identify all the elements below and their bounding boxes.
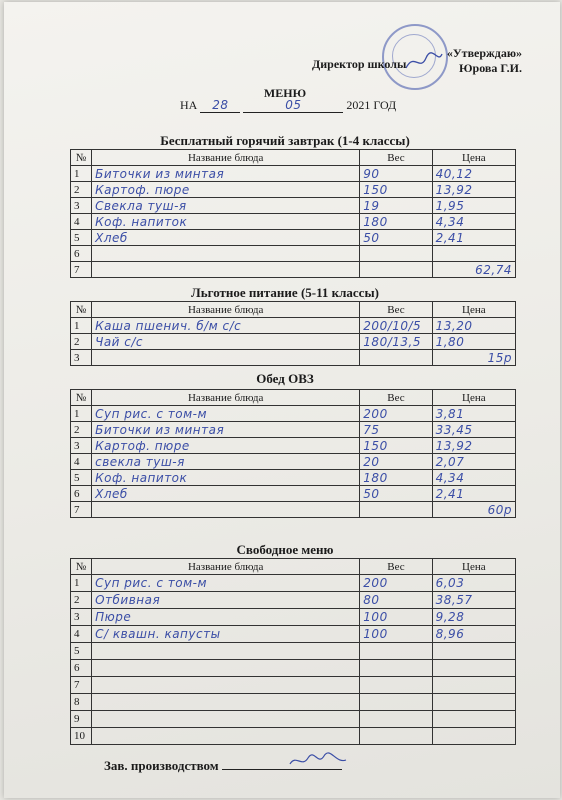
dish-name [92, 246, 360, 262]
table-row [71, 592, 516, 609]
dish-name: Каша пшенич. б/м с/с [92, 318, 360, 334]
dish-price [432, 694, 515, 711]
row-number: 7 [71, 677, 92, 694]
row-number: 10 [71, 728, 92, 745]
table-row [71, 262, 516, 278]
dish-weight: 200/10/5 [360, 318, 432, 334]
dish-name: Биточки из минтая [92, 166, 360, 182]
row-number: 6 [71, 246, 92, 262]
dish-name: Свекла туш-я [92, 198, 360, 214]
dish-name [92, 694, 360, 711]
ovz-lunch-table: № Название блюда Вес Цена 1 Суп рис. с том-м 200 3,81 2 Биточки из минтая 75 33,45 3 Картоф. пюре 150 13,92 4 свекла туш-я 20 2,07 5 Коф. напиток 180 4,34 6 Хлеб 50 2,41 7 60р [70, 389, 516, 518]
dish-price: 13,20 [432, 318, 515, 334]
dish-name: Картоф. пюре [92, 182, 360, 198]
dish-weight: 100 [360, 609, 432, 626]
row-number: 7 [71, 502, 92, 518]
dish-name [92, 677, 360, 694]
menu-document [4, 2, 560, 798]
dish-weight: 180 [360, 470, 432, 486]
dish-price: 4,34 [432, 470, 515, 486]
menu-title: МЕНЮ [263, 86, 307, 100]
approval-block [447, 46, 522, 76]
table-row [71, 694, 516, 711]
dish-weight [360, 502, 432, 518]
dish-price: 6,03 [432, 575, 515, 592]
dish-price [432, 246, 515, 262]
dish-price: 1,80 [432, 334, 515, 350]
dish-name [92, 350, 360, 366]
table-row [71, 198, 516, 214]
dish-weight: 50 [360, 486, 432, 502]
table-row [71, 182, 516, 198]
table-row [71, 246, 516, 262]
table-row [71, 486, 516, 502]
dish-weight: 90 [360, 166, 432, 182]
table-row [71, 422, 516, 438]
row-number: 2 [71, 182, 92, 198]
dish-weight: 19 [360, 198, 432, 214]
dish-weight [360, 694, 432, 711]
table-row [71, 470, 516, 486]
dish-weight: 20 [360, 454, 432, 470]
dish-price: 4,34 [432, 214, 515, 230]
dish-name: Коф. напиток [92, 214, 360, 230]
dish-price: 2,41 [432, 230, 515, 246]
dish-weight [360, 677, 432, 694]
dish-weight [360, 643, 432, 660]
dish-weight [360, 350, 432, 366]
manager-signature [288, 750, 348, 772]
row-number: 5 [71, 470, 92, 486]
dish-weight [360, 728, 432, 745]
dish-name: Картоф. пюре [92, 438, 360, 454]
dish-price [432, 677, 515, 694]
section-title: Льготное питание (5-11 классы) [191, 285, 379, 300]
dish-weight [360, 246, 432, 262]
dish-name [92, 502, 360, 518]
dish-weight [360, 711, 432, 728]
row-number: 2 [71, 592, 92, 609]
benefit-table: № Название блюда Вес Цена 1 Каша пшенич. б/м с/с 200/10/5 13,20 2 Чай с/с 180/13,5 1,80 3 15р [70, 301, 516, 366]
table-row [71, 438, 516, 454]
row-number: 7 [71, 262, 92, 278]
table-row [71, 230, 516, 246]
dish-price [432, 643, 515, 660]
table-row [71, 334, 516, 350]
table-row [71, 454, 516, 470]
dish-name: С/ квашн. капусты [92, 626, 360, 643]
dish-name: Пюре [92, 609, 360, 626]
dish-price: 60р [432, 502, 515, 518]
dish-price: 40,12 [432, 166, 515, 182]
table-row [71, 575, 516, 592]
free-menu-table: № Название блюда Вес Цена 1 Суп рис. с том-м 200 6,03 2 Отбивная 80 38,57 3 Пюре 100 9,28 4 С/ квашн. капусты 100 8,96 5 6 7 8 9 10 [70, 558, 516, 745]
dish-price [432, 711, 515, 728]
dish-name: Суп рис. с том-м [92, 575, 360, 592]
dish-price: 62,74 [432, 262, 515, 278]
dish-price [432, 728, 515, 745]
dish-name [92, 660, 360, 677]
row-number: 3 [71, 609, 92, 626]
dish-name [92, 262, 360, 278]
table-row [71, 166, 516, 182]
menu-date: НА 28 05 2021 ГОД [180, 98, 397, 112]
dish-price: 8,96 [432, 626, 515, 643]
section-title: Бесплатный горячий завтрак (1-4 классы) [160, 133, 410, 148]
table-row [71, 214, 516, 230]
dish-weight: 200 [360, 575, 432, 592]
dish-price: 9,28 [432, 609, 515, 626]
dish-weight: 150 [360, 438, 432, 454]
table-row [71, 502, 516, 518]
dish-price: 13,92 [432, 438, 515, 454]
dish-name: Суп рис. с том-м [92, 406, 360, 422]
table-row [71, 643, 516, 660]
dish-name [92, 711, 360, 728]
dish-name: Хлеб [92, 486, 360, 502]
row-number: 2 [71, 334, 92, 350]
row-number: 3 [71, 438, 92, 454]
table-row [71, 677, 516, 694]
row-number: 8 [71, 694, 92, 711]
row-number: 1 [71, 166, 92, 182]
dish-price: 38,57 [432, 592, 515, 609]
dish-price: 1,95 [432, 198, 515, 214]
dish-weight: 50 [360, 230, 432, 246]
row-number: 4 [71, 214, 92, 230]
row-number: 3 [71, 350, 92, 366]
date-day: 28 [200, 98, 240, 113]
row-number: 1 [71, 318, 92, 334]
dish-weight: 180 [360, 214, 432, 230]
dish-weight: 75 [360, 422, 432, 438]
dish-price: 13,92 [432, 182, 515, 198]
approver-name: Юрова Г.И. [459, 61, 522, 75]
dish-name [92, 643, 360, 660]
section-title: Свободное меню [236, 542, 334, 557]
date-month: 05 [243, 98, 343, 113]
row-number: 1 [71, 575, 92, 592]
dish-name: Биточки из минтая [92, 422, 360, 438]
table-row [71, 406, 516, 422]
row-number: 6 [71, 660, 92, 677]
dish-weight [360, 660, 432, 677]
table-row [71, 660, 516, 677]
dish-weight: 100 [360, 626, 432, 643]
row-number: 1 [71, 406, 92, 422]
row-number: 5 [71, 643, 92, 660]
dish-price: 3,81 [432, 406, 515, 422]
dish-weight: 80 [360, 592, 432, 609]
table-row [71, 350, 516, 366]
row-number: 2 [71, 422, 92, 438]
row-number: 4 [71, 626, 92, 643]
row-number: 4 [71, 454, 92, 470]
dish-name: Коф. напиток [92, 470, 360, 486]
row-number: 3 [71, 198, 92, 214]
row-number: 5 [71, 230, 92, 246]
director-signature [404, 50, 444, 74]
dish-price: 15р [432, 350, 515, 366]
dish-price [432, 660, 515, 677]
dish-name: Хлеб [92, 230, 360, 246]
dish-weight [360, 262, 432, 278]
dish-weight: 180/13,5 [360, 334, 432, 350]
dish-price: 33,45 [432, 422, 515, 438]
table-row [71, 728, 516, 745]
table-row [71, 626, 516, 643]
dish-price: 2,41 [432, 486, 515, 502]
table-row [71, 318, 516, 334]
dish-price: 2,07 [432, 454, 515, 470]
dish-weight: 200 [360, 406, 432, 422]
approval-word: «Утверждаю» [446, 46, 522, 60]
row-number: 6 [71, 486, 92, 502]
director-label: Директор школы [312, 57, 407, 71]
row-number: 9 [71, 711, 92, 728]
dish-name: свекла туш-я [92, 454, 360, 470]
dish-name: Чай с/с [92, 334, 360, 350]
section-title: Обед ОВЗ [256, 371, 314, 386]
dish-name: Отбивная [92, 592, 360, 609]
breakfast-table: № Название блюда Вес Цена 1 Биточки из минтая 90 40,12 2 Картоф. пюре 150 13,92 3 Свекла туш-я 19 1,95 4 Коф. напиток 180 4,34 5 Хлеб 50 2,41 6 7 62,74 [70, 149, 516, 278]
dish-weight: 150 [360, 182, 432, 198]
footer-label: Зав. производством [104, 758, 219, 773]
table-row [71, 609, 516, 626]
table-row [71, 711, 516, 728]
dish-name [92, 728, 360, 745]
